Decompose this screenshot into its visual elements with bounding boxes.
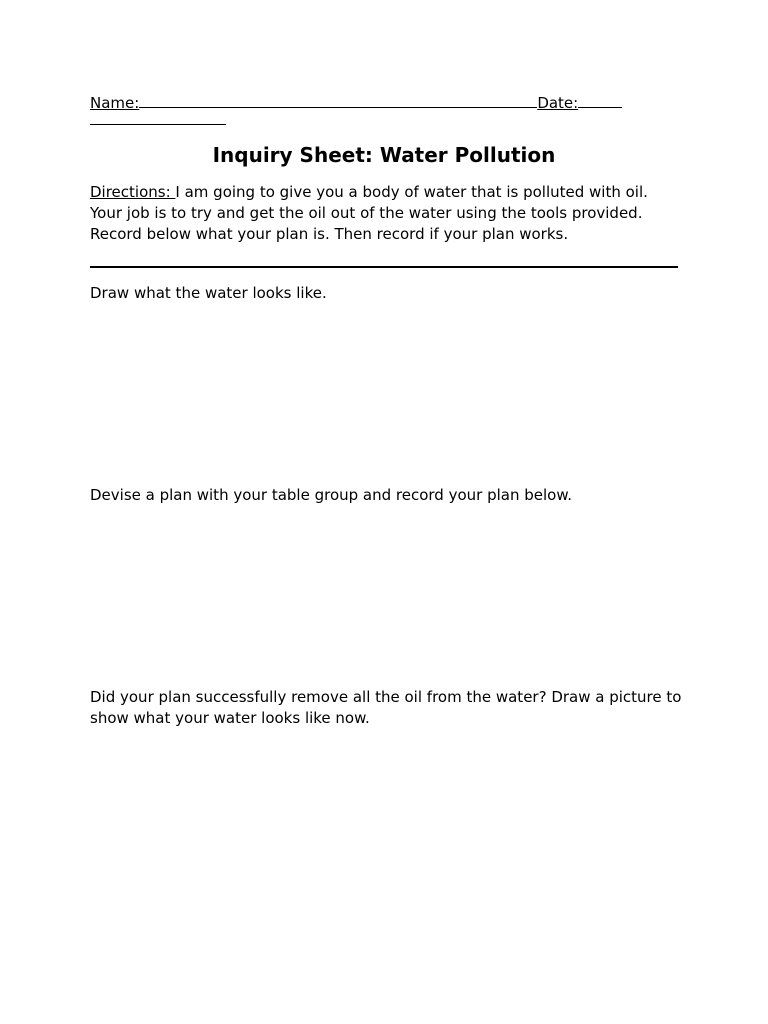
directions-label: Directions: bbox=[90, 183, 176, 201]
name-blank bbox=[139, 93, 537, 108]
directions-text: I am going to give you a body of water that is polluted with oil. Your job is to try and get the oil out of the water using the tools provided. Record below what your plan is. Then record if your plan works. bbox=[90, 183, 648, 243]
directions-paragraph bbox=[90, 182, 680, 245]
section-divider bbox=[90, 266, 678, 268]
date-label: Date: bbox=[537, 94, 579, 112]
date-blank bbox=[578, 93, 622, 108]
name-label: Name: bbox=[90, 94, 140, 112]
prompt-draw-water: Draw what the water looks like. bbox=[90, 284, 327, 302]
prompt-plan-result: Did your plan successfully remove all the oil from the water? Draw a picture to show what your water looks like now. bbox=[90, 688, 682, 727]
name-date-line bbox=[90, 93, 635, 112]
date-blank-continued bbox=[90, 124, 226, 125]
prompt-devise-plan: Devise a plan with your table group and record your plan below. bbox=[90, 486, 573, 504]
page-title: Inquiry Sheet: Water Pollution bbox=[212, 143, 556, 167]
